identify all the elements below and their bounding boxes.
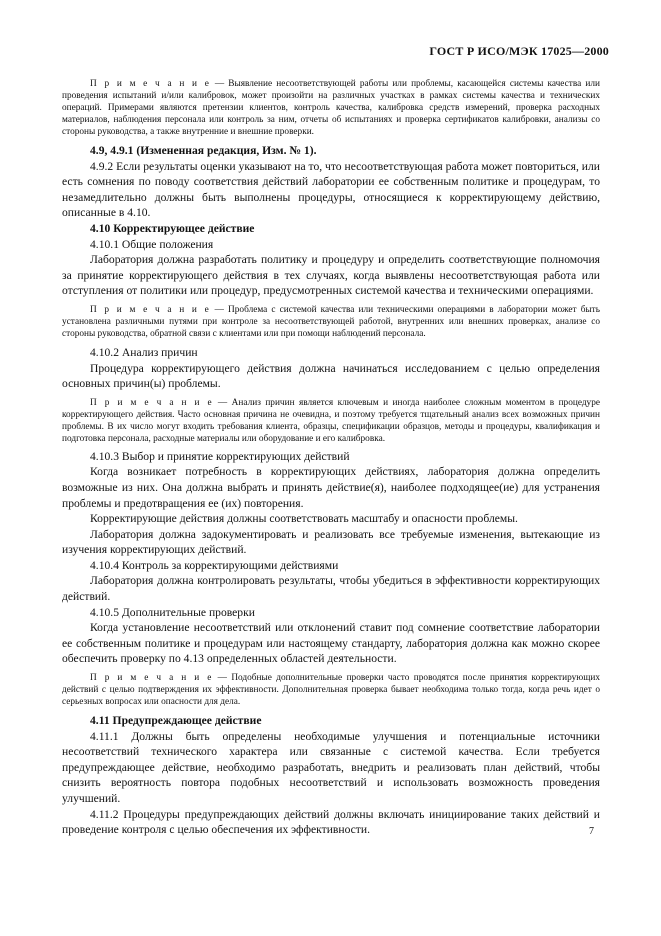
section-4-10-1: Лаборатория должна разработать политику и процедуру и определить соответствующие полномочия за принятие корректирующего действия в тех случаях, когда выявлены несоответствующая работа или отступления от политики или процедур, предусмотренных системой качества и техническими операциями. bbox=[62, 253, 600, 298]
heading-4-10-2: 4.10.2 Анализ причин bbox=[90, 345, 198, 359]
heading-4-10-3: 4.10.3 Выбор и принятие корректирующих действий bbox=[90, 449, 350, 463]
note-4-text: — Подобные дополнительные проверки часто проводятся после принятия корректирующих действий с целью подтверждения их эффективности. Дополнительная проверка бывает необходима только тогда, когда речь идет о серьезных вопросах или опасности для дела. bbox=[62, 673, 600, 708]
section-4-10-4: Лаборатория должна контролировать результаты, чтобы убедиться в эффективности корректирующих действий. bbox=[62, 574, 600, 604]
note-1 bbox=[62, 78, 600, 138]
section-4-11-1: 4.11.1 Должны быть определены необходимые улучшения и потенциальные источники несоответствий технического характера или связанные с системой качества. Если требуется предупреждающее действие, необходимо разработать, внедрить и реализовать план действий, чтобы снизить вероятность повтора подобных несоответствий и использовать возможность проведения улучшений. bbox=[62, 729, 600, 805]
section-4-9-1: 4.9, 4.9.1 (Измененная редакция, Изм. № 1). bbox=[90, 144, 317, 157]
heading-4-11: 4.11 Предупреждающее действие bbox=[90, 714, 262, 728]
note-2-text: — Проблема с системой качества или техническими операциями в лаборатории может быть установлена различными путями при контроле за несоответствующей работой, внутренних или внешних проверках, анализе со стороны руководства, обратной связи с клиентами или при помощи наблюдений персонала. bbox=[62, 304, 600, 339]
section-4-10-5: Когда установление несоответствий или отклонений ставит под сомнение соответствие лаборатории ее собственным политике и процедурам или настоящему стандарту, лаборатория должна как можно скорее обеспечить проверку по 4.13 определенных областей деятельности. bbox=[62, 621, 600, 666]
note-2-label: П р и м е ч а н и е bbox=[90, 304, 211, 315]
note-2 bbox=[62, 304, 600, 340]
heading-4-10: 4.10 Корректирующее действие bbox=[90, 221, 255, 235]
note-1-text: — Выявление несоответствующей работы или проблемы, касающейся системы качества или проведения испытаний и/или калибровок, может произойти на различных участках в рамках системы качества и технических операций. Примерами являются претензии клиентов, контроль качества, калибровка средств измерений, проверка расходных материалов, наблюдения персонала или контроль за ним, отчеты об испытаниях и проверка сертификатов калибровки, анализы со стороны руководства, а также внутренние и внешние проверки. bbox=[62, 79, 600, 137]
section-4-10-3-c: Лаборатория должна задокументировать и реализовать все требуемые изменения, вытекающие из изучения корректирующих действий. bbox=[62, 527, 600, 557]
heading-4-10-5: 4.10.5 Дополнительные проверки bbox=[90, 605, 255, 619]
note-3 bbox=[62, 397, 600, 445]
section-4-10-3-a: Когда возникает потребность в корректирующих действиях, лаборатория должна определить возможные из них. Она должна выбрать и принять действие(я), наиболее подходящее(ие) для устранения проблемы и предотвращения ее (их) повторения. bbox=[62, 465, 600, 510]
section-4-9-2: 4.9.2 Если результаты оценки указывают на то, что несоответствующая работа может повториться, или есть сомнения по поводу соответствия действий лаборатории ее собственным политике и процедурам, то незамедлительно должны быть выполнены процедуры, относящиеся к корректирующему действию, описанные в 4.10. bbox=[62, 159, 600, 220]
section-4-10-2: Процедура корректирующего действия должна начинаться исследованием с целью определения основных причин(ы) проблемы. bbox=[62, 361, 600, 391]
note-3-label: П р и м е ч а н и е bbox=[90, 397, 214, 408]
note-4 bbox=[62, 672, 600, 708]
document-header: ГОСТ Р ИСО/МЭК 17025—2000 bbox=[429, 44, 609, 58]
note-3-text: — Анализ причин является ключевым и иногда наиболее сложным моментом в процедуре корректирующего действия. Часто основная причина не очевидна, и поэтому требуется тщательный анализ всех возможных причин проблемы. В их число могут входить требования клиента, образцы, спецификации образцов, методы и процедуры, квалификация и подготовка персонала, расходные материалы или оборудование и его калибровка. bbox=[62, 397, 600, 444]
heading-4-10-1: 4.10.1 Общие положения bbox=[90, 237, 214, 251]
document-body bbox=[62, 78, 600, 838]
page-number: 7 bbox=[589, 826, 594, 837]
section-4-11-2: 4.11.2 Процедуры предупреждающих действий должны включать инициирование таких действий и проведение контроля с целью обеспечения их эффективности. bbox=[62, 807, 600, 837]
note-1-label: П р и м е ч а н и е bbox=[90, 79, 211, 89]
section-4-10-3-b: Корректирующие действия должны соответствовать масштабу и опасности проблемы. bbox=[90, 512, 518, 526]
heading-4-10-4: 4.10.4 Контроль за корректирующими действиями bbox=[90, 558, 339, 572]
note-4-label: П р и м е ч а н и е bbox=[90, 673, 214, 684]
